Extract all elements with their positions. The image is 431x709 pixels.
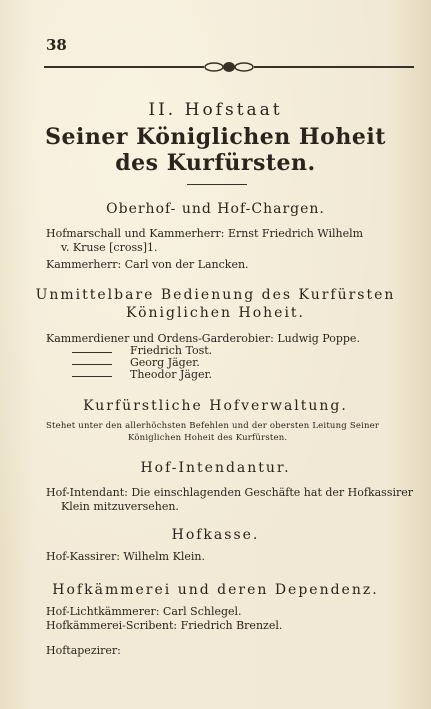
entry-hofmarschall-cont: v. Kruse [cross]1. bbox=[61, 241, 158, 254]
ditto-dash bbox=[72, 364, 112, 365]
page-number: 38 bbox=[46, 36, 67, 54]
entry-tost: Friedrich Tost. bbox=[130, 344, 213, 357]
section-heading: II. Hofstaat bbox=[148, 100, 283, 120]
subsection-heading-hofkaemmerei: Hofkämmerei und deren Dependenz. bbox=[52, 582, 379, 598]
intendant-text-line-1: Hof-Intendant: Die einschlagenden Geschäfte hat der Hofkassirer bbox=[46, 486, 414, 499]
subsection-heading-bedienung-2: Königlichen Hoheit. bbox=[125, 305, 306, 321]
subsection-heading-hofverwaltung: Kurfürstliche Hofverwaltung. bbox=[83, 398, 348, 414]
subsection-heading-bedienung-1: Unmittelbare Bedienung des Kurfürsten bbox=[35, 287, 396, 303]
entry-scribent: Hofkämmerei-Scribent: Friedrich Brenzel. bbox=[46, 619, 283, 632]
entry-hoftapezirer: Hoftapezirer: bbox=[46, 644, 121, 657]
entry-georg-jaeger: Georg Jäger. bbox=[130, 356, 200, 369]
ditto-dash bbox=[72, 352, 112, 353]
entry-hofmarschall: Hofmarschall und Kammerherr: Ernst Friedrich Wilhelm bbox=[46, 227, 364, 240]
subsection-heading-oberhof: Oberhof- und Hof-Chargen. bbox=[106, 201, 325, 217]
subsection-heading-hofkasse: Hofkasse. bbox=[171, 527, 260, 543]
subsection-heading-intendantur: Hof-Intendantur. bbox=[140, 460, 291, 476]
entry-kammerherr: Kammerherr: Carl von der Lancken. bbox=[46, 258, 249, 271]
hofverwaltung-text-line-1: Stehet unter den allerhöchsten Befehlen und der obersten Leitung Seiner bbox=[46, 421, 380, 431]
header-ornament bbox=[44, 58, 414, 76]
page-title-line-2: des Kurfürsten. bbox=[115, 150, 316, 176]
intendant-text-line-2: Klein mitzuversehen. bbox=[61, 500, 179, 513]
hofverwaltung-text-line-2: Königlichen Hoheit des Kurfürsten. bbox=[128, 433, 288, 443]
entry-lichtkaemmerer: Hof-Lichtkämmerer: Carl Schlegel. bbox=[46, 605, 242, 618]
entry-theodor-jaeger: Theodor Jäger. bbox=[130, 368, 213, 381]
entry-kammerdiener: Kammerdiener und Ordens-Garderobier: Ludwig Poppe. bbox=[46, 332, 360, 345]
page-title-line-1: Seiner Königlichen Hoheit bbox=[45, 124, 386, 150]
title-rule bbox=[187, 184, 247, 185]
ditto-dash bbox=[72, 376, 112, 377]
entry-hofkassirer: Hof-Kassirer: Wilhelm Klein. bbox=[46, 550, 205, 563]
